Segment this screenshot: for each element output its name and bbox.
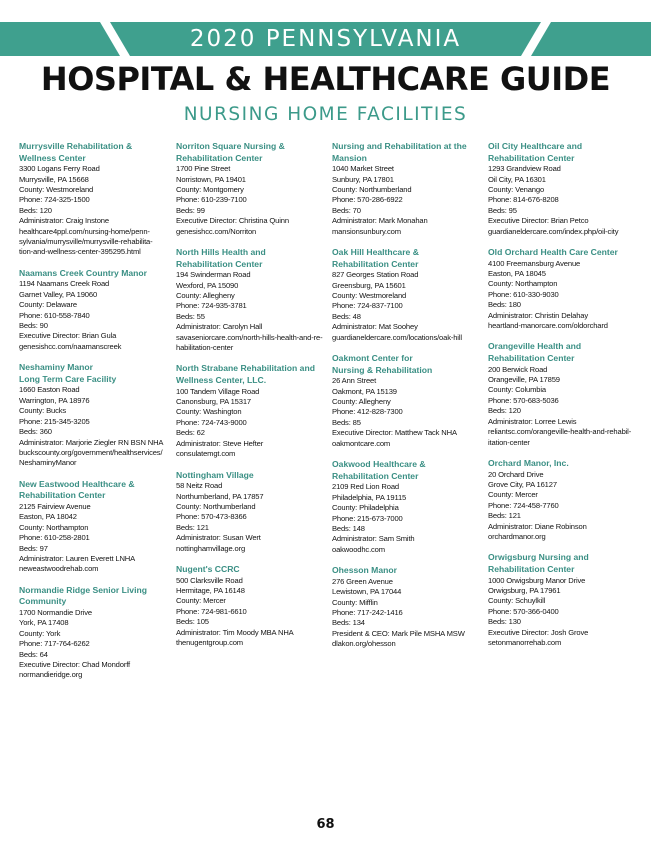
facility-detail: guardianeldercare.com/locations/oak-hill <box>332 332 462 342</box>
facility-detail: Beds: 120 <box>488 406 521 416</box>
facility-detail: Phone: 724-325-1500 <box>19 195 90 205</box>
facility-detail: 276 Green Avenue <box>332 576 393 586</box>
facility-entry <box>176 363 328 459</box>
facility-detail: Greensburg, PA 15601 <box>332 280 406 290</box>
facility-detail: mansionsunbury.com <box>332 226 401 236</box>
facility-name: Rehabilitation Center <box>488 353 575 364</box>
facility-detail: Phone: 724-743-9000 <box>176 417 247 427</box>
facility-detail: 1040 Market Street <box>332 164 394 174</box>
facility-entry <box>19 585 171 681</box>
facility-name: Rehabilitation Center <box>332 470 419 481</box>
facility-detail: Beds: 130 <box>488 617 521 627</box>
facility-detail: Beds: 97 <box>19 543 48 553</box>
facility-detail: neweastwoodrehab.com <box>19 564 99 574</box>
facility-name: Normandie Ridge Senior Living <box>19 584 147 595</box>
facility-detail: Beds: 148 <box>332 523 365 533</box>
facility-entry <box>332 565 484 649</box>
facility-detail: County: Columbia <box>488 385 546 395</box>
facility-detail: Executive Director: Brian Gula <box>19 331 117 341</box>
facility-detail: 2125 Fairview Avenue <box>19 501 91 511</box>
facility-detail: Executive Director: Christina Quinn <box>176 216 289 226</box>
facility-detail: Beds: 85 <box>332 417 361 427</box>
facility-detail: Orwigsburg, PA 17961 <box>488 585 561 595</box>
facility-detail: buckscounty.org/government/healthservices/ <box>19 447 163 457</box>
facility-detail: Phone: 570-286-6922 <box>332 195 403 205</box>
facility-name: Oakmont Center for <box>332 353 413 364</box>
facility-detail: Administrator: Sam Smith <box>332 534 415 544</box>
facility-detail: 2109 Red Lion Road <box>332 482 399 492</box>
facility-detail: Phone: 724-981-6610 <box>176 606 247 616</box>
facility-detail: Executive Director: Brian Petco <box>488 216 589 226</box>
facility-name: Nugent's CCRC <box>176 563 240 574</box>
facility-name: Oakwood Healthcare & <box>332 459 426 470</box>
facility-name: Rehabilitation Center <box>176 152 263 163</box>
facility-detail: consulatemgt.com <box>176 449 236 459</box>
facility-entry <box>176 470 328 554</box>
facility-detail: Warrington, PA 18976 <box>19 395 90 405</box>
facility-detail: Phone: 717-242-1416 <box>332 607 403 617</box>
facility-name: Orchard Manor, Inc. <box>488 457 569 468</box>
facility-detail: Phone: 412-828-7300 <box>332 407 403 417</box>
facility-detail: Phone: 717-764-6262 <box>19 639 90 649</box>
facility-name: Rehabilitation Center <box>332 258 419 269</box>
facility-detail: Administrator: Steve Hefter <box>176 438 264 448</box>
facility-detail: orchardmanor.org <box>488 531 546 541</box>
facility-detail: Administrator: Mark Monahan <box>332 216 428 226</box>
facility-detail: Orangeville, PA 17859 <box>488 375 560 385</box>
facility-detail: Phone: 610-558-7840 <box>19 310 90 320</box>
header-banner <box>0 22 651 56</box>
facility-name: Nursing & Rehabilitation <box>332 364 433 375</box>
listing-column-1 <box>19 141 171 691</box>
facility-name: Wellness Center, LLC. <box>176 375 267 386</box>
listing-column-4 <box>488 141 640 658</box>
facility-detail: Phone: 570-473-8366 <box>176 512 247 522</box>
facility-name: Long Term Care Facility <box>19 373 117 384</box>
facility-detail: Sunbury, PA 17801 <box>332 174 394 184</box>
facility-name: Nottingham Village <box>176 469 254 480</box>
facility-detail: Administrator: Marjorie Ziegler RN BSN NHA <box>19 437 164 447</box>
facility-detail: Administrator: Tim Moody MBA NHA <box>176 627 294 637</box>
listing-column-2 <box>176 141 328 658</box>
facility-entry <box>488 247 640 331</box>
facility-entry <box>488 458 640 542</box>
facility-entry <box>488 341 640 447</box>
facility-detail: 1194 Naamans Creek Road <box>19 279 110 289</box>
facility-name: Rehabilitation Center <box>488 563 575 574</box>
facility-detail: Lewistown, PA 17044 <box>332 587 402 597</box>
facility-name: Murrysville Rehabilitation & <box>19 141 133 151</box>
facility-detail: Executive Director: Chad Mondorff <box>19 659 130 669</box>
facility-detail: savaseniorcare.com/north-hills-health-and-re- <box>176 332 323 342</box>
facility-detail: dlakon.org/ohesson <box>332 639 396 649</box>
facility-detail: Phone: 570-366-0400 <box>488 606 559 616</box>
facility-detail: itation-center <box>488 437 530 447</box>
facility-detail: 4100 Freemansburg Avenue <box>488 258 581 268</box>
facility-entry <box>19 268 171 352</box>
facility-name: Mansion <box>332 152 367 163</box>
facility-detail: Beds: 70 <box>332 205 361 215</box>
facility-detail: 1293 Grandview Road <box>488 164 561 174</box>
facility-entry <box>332 353 484 449</box>
facility-name: Rehabilitation Center <box>488 152 575 163</box>
facility-detail: 1000 Orwigsburg Manor Drive <box>488 575 586 585</box>
facility-detail: County: Westmoreland <box>332 291 407 301</box>
facility-detail: Beds: 121 <box>176 522 209 532</box>
facility-name: Oak Hill Healthcare & <box>332 247 419 258</box>
facility-entry <box>488 141 640 237</box>
facility-name: Old Orchard Health Care Center <box>488 247 618 258</box>
facility-entry <box>176 564 328 648</box>
facility-detail: Phone: 610-239-7100 <box>176 195 247 205</box>
facility-detail: County: Venango <box>488 185 545 194</box>
facility-detail: setonmanorrehab.com <box>488 637 562 647</box>
facility-name: Neshaminy Manor <box>19 362 94 373</box>
facility-detail: Philadelphia, PA 19115 <box>332 492 407 502</box>
facility-detail: 20 Orchard Drive <box>488 469 544 479</box>
facility-detail: County: Bucks <box>19 406 67 416</box>
facility-detail: County: Northampton <box>488 279 558 289</box>
facility-detail: County: Mercer <box>176 596 226 606</box>
facility-detail: 500 Clarksville Road <box>176 575 243 585</box>
facility-detail: Grove City, PA 16127 <box>488 479 557 489</box>
facility-detail: Administrator: Carolyn Hall <box>176 322 263 332</box>
facility-name: Orwigsburg Nursing and <box>488 552 589 563</box>
facility-detail: County: Allegheny <box>332 397 391 407</box>
facility-detail: Administrator: Susan Wert <box>176 533 261 543</box>
facility-detail: Beds: 62 <box>176 428 205 438</box>
facility-detail: County: Mifflin <box>332 597 378 607</box>
facility-entry <box>19 479 171 575</box>
facility-detail: 100 Tandem Village Road <box>176 386 260 396</box>
facility-name: Rehabilitation Center <box>176 258 263 269</box>
facility-detail: Administrator: Christin Delahay <box>488 310 589 320</box>
facility-detail: County: Allegheny <box>176 291 235 301</box>
facility-name: Nursing and Rehabilitation at the <box>332 141 467 151</box>
facility-detail: County: Montgomery <box>176 185 244 194</box>
facility-detail: Norristown, PA 19401 <box>176 174 246 184</box>
page-title: HOSPITAL & HEALTHCARE GUIDE <box>40 60 611 98</box>
facility-detail: County: Northampton <box>19 522 89 532</box>
facility-detail: 194 Swinderman Road <box>176 270 251 280</box>
facility-detail: 200 Berwick Road <box>488 364 548 374</box>
facility-detail: 827 Georges Station Road <box>332 270 419 280</box>
facility-detail: County: York <box>19 628 61 638</box>
facility-name: Rehabilitation Center <box>19 490 106 501</box>
facility-detail: Administrator: Diane Robinson <box>488 521 587 531</box>
facility-detail: heartland-manorcare.com/oldorchard <box>488 321 608 331</box>
facility-detail: Phone: 814-676-8208 <box>488 195 559 205</box>
facility-name: Norriton Square Nursing & <box>176 141 285 151</box>
facility-detail: 3300 Logans Ferry Road <box>19 164 100 174</box>
facility-detail: Administrator: Lauren Everett LNHA <box>19 553 136 563</box>
facility-detail: nottinghamvillage.org <box>176 543 246 553</box>
facility-entry <box>332 141 484 237</box>
facility-entry <box>19 362 171 468</box>
facility-name: Naamans Creek Country Manor <box>19 267 147 278</box>
facility-name: Oil City Healthcare and <box>488 141 583 151</box>
facility-detail: Beds: 48 <box>332 311 361 321</box>
facility-detail: Phone: 724-837-7100 <box>332 301 403 311</box>
banner-title: 2020 PENNSYLVANIA <box>189 26 462 52</box>
facility-detail: Beds: 105 <box>176 617 209 627</box>
facility-detail: Beds: 95 <box>488 205 517 215</box>
facility-detail: County: Westmoreland <box>19 185 94 194</box>
facility-entry <box>488 552 640 648</box>
facility-detail: 58 Neitz Road <box>176 481 223 491</box>
facility-entry <box>176 141 328 237</box>
facility-detail: genesishcc.com/naamanscreek <box>19 341 122 351</box>
facility-detail: Phone: 724-935-3781 <box>176 301 247 311</box>
facility-detail: County: Mercer <box>488 490 538 500</box>
facility-detail: Beds: 55 <box>176 311 205 321</box>
facility-detail: guardianeldercare.com/index.php/oil-city <box>488 226 619 236</box>
facility-detail: Beds: 360 <box>19 427 52 437</box>
facility-detail: Phone: 610-258-2801 <box>19 533 90 543</box>
facility-detail: Phone: 610-330-9030 <box>488 289 559 299</box>
facility-detail: Administrator: Lorree Lewis <box>488 416 577 426</box>
facility-detail: oakmontcare.com <box>332 438 391 448</box>
facility-detail: York, PA 17408 <box>19 618 69 628</box>
facility-entry <box>176 247 328 353</box>
facility-detail: Beds: 64 <box>19 649 48 659</box>
facility-detail: Oakmont, PA 15139 <box>332 386 397 396</box>
facility-detail: Easton, PA 18045 <box>488 269 546 279</box>
facility-detail: Northumberland, PA 17857 <box>176 491 264 501</box>
facility-detail: Phone: 570-683-5036 <box>488 395 559 405</box>
facility-detail: President & CEO: Mark Pile MSHA MSW <box>332 628 465 638</box>
page-number: 68 <box>316 817 335 832</box>
section-subtitle: NURSING HOME FACILITIES <box>183 104 468 125</box>
facility-detail: Hermitage, PA 16148 <box>176 585 245 595</box>
facility-detail: 1700 Normandie Drive <box>19 607 92 617</box>
facility-name: Wellness Center <box>19 152 86 163</box>
facility-detail: County: Northumberland <box>332 185 412 194</box>
facility-detail: Beds: 180 <box>488 300 521 310</box>
facility-detail: 26 Ann Street <box>332 376 377 386</box>
facility-detail: County: Delaware <box>19 300 77 310</box>
facility-detail: County: Schuylkill <box>488 596 546 606</box>
facility-detail: Oil City, PA 16301 <box>488 174 546 184</box>
facility-detail: sylvania/murrysville/murrysville-rehabilita- <box>19 237 153 247</box>
facility-detail: normandieridge.org <box>19 670 83 680</box>
facility-detail: Executive Director: Josh Grove <box>488 627 589 637</box>
facility-detail: healthcare4ppl.com/nursing-home/penn- <box>19 226 150 236</box>
facility-entry <box>332 247 484 343</box>
facility-detail: Easton, PA 18042 <box>19 512 77 522</box>
facility-detail: 1700 Pine Street <box>176 164 231 174</box>
facility-name: New Eastwood Healthcare & <box>19 478 135 489</box>
facility-detail: Beds: 90 <box>19 321 48 331</box>
facility-detail: tion-and-wellness-center-395295.html <box>19 247 141 257</box>
facility-detail: 1660 Easton Road <box>19 385 80 395</box>
facility-name: North Strabane Rehabilitation and <box>176 363 315 374</box>
facility-detail: Beds: 99 <box>176 205 205 215</box>
facility-detail: County: Philadelphia <box>332 503 399 513</box>
facility-name: Ohesson Manor <box>332 565 397 576</box>
facility-detail: reliantsc.com/orangeville-health-and-rehabil- <box>488 427 632 437</box>
facility-detail: Beds: 134 <box>332 618 365 628</box>
facility-detail: Phone: 215-345-3205 <box>19 416 90 426</box>
facility-detail: Wexford, PA 15090 <box>176 280 239 290</box>
facility-detail: thenugentgroup.com <box>176 637 243 647</box>
facility-detail: Beds: 121 <box>488 511 521 521</box>
facility-detail: Administrator: Craig Instone <box>19 216 109 226</box>
facility-entry <box>332 459 484 555</box>
facility-detail: Phone: 724-458-7760 <box>488 500 559 510</box>
facility-name: North Hills Health and <box>176 247 266 258</box>
facility-detail: oakwoodhc.com <box>332 544 385 554</box>
facility-detail: NeshaminyManor <box>19 458 77 468</box>
listing-column-3 <box>332 141 484 660</box>
facility-detail: Phone: 215-673-7000 <box>332 513 403 523</box>
facility-detail: County: Northumberland <box>176 501 256 511</box>
facility-detail: County: Washington <box>176 407 242 417</box>
facility-detail: habilitation-center <box>176 343 234 353</box>
facility-name: Community <box>19 596 67 607</box>
facility-entry <box>19 141 171 258</box>
facility-detail: Administrator: Mat Soohey <box>332 322 418 332</box>
facility-listing <box>0 141 651 821</box>
facility-name: Orangeville Health and <box>488 341 582 352</box>
facility-detail: Canonsburg, PA 15317 <box>176 397 251 407</box>
facility-detail: Executive Director: Matthew Tack NHA <box>332 428 457 438</box>
facility-detail: Murrysville, PA 15668 <box>19 174 89 184</box>
facility-detail: genesishcc.com/Norriton <box>176 226 257 236</box>
facility-detail: Beds: 120 <box>19 205 52 215</box>
facility-detail: Garnet Valley, PA 19060 <box>19 289 98 299</box>
